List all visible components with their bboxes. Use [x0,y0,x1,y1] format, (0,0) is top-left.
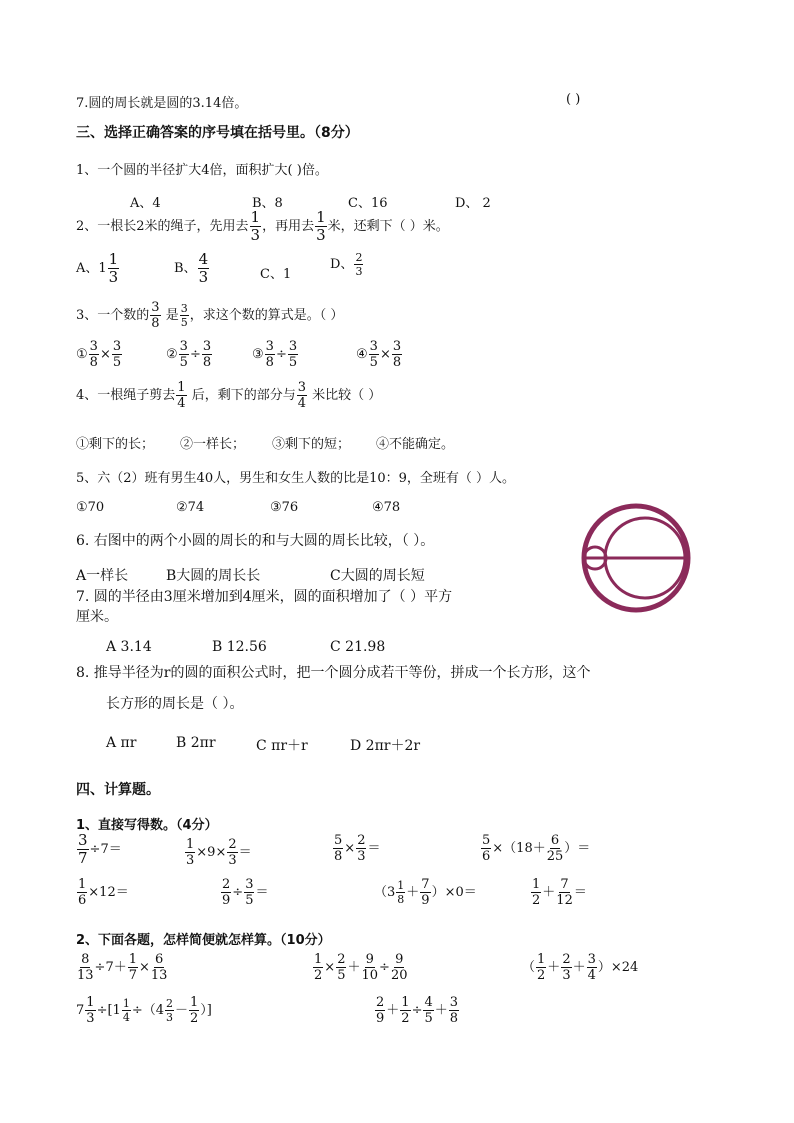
calc-1: $\frac{3}{7}$ ÷7＝ [78,831,122,867]
fraction: $\frac{7}{12}$ [556,877,573,908]
fraction: $\frac{1}{4}$ [177,380,186,411]
section4-sub1: 1、直接写得数。（4分） [76,818,218,833]
q2-fraction-1: $\frac{1}{3}$ [250,208,261,244]
q8-opt-d: D 2πr＋2r [350,738,421,754]
fraction: $\frac{3}{8}$ [449,995,459,1026]
q2-opt-d: D、 $\frac{2}{3}$ [330,251,363,278]
fraction: $\frac{6}{13}$ [150,952,168,983]
q2-fraction-2: $\frac{1}{3}$ [316,208,326,244]
calc-6: $\frac{2}{9}$ ÷ $\frac{3}{5}$ ＝ [222,877,269,908]
fraction: $\frac{2}{9}$ [376,995,385,1026]
fraction: $\frac{3}{5}$ [180,302,188,329]
fraction: $\frac{3}{4}$ [587,952,596,983]
fraction: $\frac{3}{8}$ [202,339,212,370]
fraction: $\frac{1}{6}$ [78,877,87,908]
q3-opt-4: ④ $\frac{3}{5}$ × $\frac{3}{8}$ [356,339,402,370]
simplify-4: 7 $\frac{1}{3}$ ÷[1 $\frac{1}{4}$ ÷（4 $\frac{2}{3}$ － $\frac{1}{2}$ ）] [76,995,212,1026]
simplify-5: $\frac{2}{9}$ ＋ $\frac{1}{2}$ ÷ $\frac{4}{5}$ ＋ $\frac{3}{8}$ [376,995,459,1026]
fraction: $\frac{3}{5}$ [288,339,298,370]
q8-text-2: 长方形的周长是（ ）。 [106,696,244,712]
calc-7: （3 $\frac{1}{8}$ ＋ $\frac{7}{9}$ ）×0＝ [374,877,477,908]
fraction: $\frac{4}{3}$ [198,250,209,286]
q7-text: 7. 圆的半径由3厘米增加到4厘米，圆的面积增加了（ ）平方 [76,589,453,605]
fraction: $\frac{2}{9}$ [222,877,231,908]
circles-figure [578,502,694,614]
fraction: $\frac{2}{3}$ [355,251,363,278]
fraction: $\frac{5}{6}$ [482,833,491,864]
q4-opt-1: ①剩下的长； [76,437,155,452]
q3-opt-2: ② $\frac{3}{5}$ ÷ $\frac{3}{8}$ [166,339,212,370]
calc-5: $\frac{1}{6}$ ×12＝ [78,877,129,908]
fraction: $\frac{3}{5}$ [245,877,254,908]
fraction: $\frac{1}{2}$ [314,952,323,983]
q1-text: 1、一个圆的半径扩大4倍，面积扩大( )倍。 [76,163,328,178]
fraction: $\frac{1}{2}$ [190,995,199,1026]
q1-opt-c: C、16 [348,196,388,211]
fraction: $\frac{3}{8}$ [151,300,160,331]
section4-sub2: 2、下面各题，怎样简便就怎样算。（10分） [76,933,331,948]
fraction: $\frac{2}{3}$ [228,837,237,868]
fraction: $\frac{1}{2}$ [401,995,410,1026]
fraction: $\frac{1}{4}$ [122,997,130,1024]
q4-opt-4: ④不能确定。 [376,437,455,452]
q5-opt-2: ②74 [176,500,205,515]
fraction: $\frac{7}{9}$ [421,877,430,908]
q6-opt-b: B大圆的周长长 [166,568,261,584]
fraction: $\frac{3}{5}$ [112,339,122,370]
simplify-2: $\frac{1}{2}$ × $\frac{2}{5}$ ＋ $\frac{9}{10}$ ÷ $\frac{9}{20}$ [314,952,408,983]
q4-text: 4、一根绳子剪去 $\frac{1}{4}$ 后，剩下的部分与 $\frac{3}{4}$ 米比较（ ） [76,380,382,411]
fraction: 1 3 [108,250,119,286]
fraction: $\frac{3}{5}$ [179,339,188,370]
fraction: $\frac{3}{4}$ [297,380,306,411]
fraction: $\frac{5}{8}$ [334,833,343,864]
calc-4: $\frac{5}{6}$ ×（18＋ $\frac{6}{25}$ ）＝ [482,833,591,864]
q8-text: 8. 推导半径为r的圆的面积公式时，把一个圆分成若干等份，拼成一个长方形，这个 [76,665,591,681]
q1-opt-d: D、 2 [455,196,491,211]
q5-text: 5、六（2）班有男生40人，男生和女生人数的比是10：9，全班有（ ）人。 [76,471,516,486]
q2-opt-b: B、 $\frac{4}{3}$ [174,250,209,286]
fraction: $\frac{4}{5}$ [424,995,433,1026]
q5-opt-4: ④78 [372,500,401,515]
q6-text: 6. 右图中的两个小圆的周长的和与大圆的周长比较，（ ）。 [76,533,435,549]
fraction: $\frac{3}{5}$ [369,339,378,370]
q6-opt-c: C大圆的周长短 [330,568,425,584]
q5-opt-1: ①70 [76,500,105,515]
fraction: $\frac{9}{20}$ [390,952,408,983]
q6-opt-a: A一样长 [76,568,129,584]
q2-opt-c: C、1 [260,267,292,282]
fraction: $\frac{3}{8}$ [392,339,402,370]
q3-opt-1: ① $\frac{3}{8}$ × $\frac{3}{5}$ [76,339,122,370]
fraction: $\frac{2}{3}$ [357,833,366,864]
q3-text: 3、一个数的 $\frac{3}{8}$ 是 $\frac{3}{5}$ ，求这个数的算式是。（ ） [76,300,344,331]
q5-opt-3: ③76 [270,500,299,515]
fraction: $\frac{2}{3}$ [562,952,571,983]
q7-opt-c: C 21.98 [330,639,386,655]
q7-text-2: 厘米。 [76,609,118,625]
fraction: $\frac{1}{7}$ [128,952,137,983]
fraction: $\frac{1}{2}$ [537,952,546,983]
fraction: $\frac{1}{8}$ [397,879,405,906]
judge-q7: 7.圆的周长就是圆的3.14倍。 [76,96,248,111]
simplify-1: $\frac{8}{13}$ ÷7＋ $\frac{1}{7}$ × $\frac{6}{13}$ [77,952,168,983]
q2-text: 2、一根长2米的绳子，先用去 $\frac{1}{3}$ ，再用去 $\frac{1}{3}$ 米，还剩下（ ）米。 [76,208,449,244]
q1-opt-b: B、8 [252,196,283,211]
fraction: $\frac{1}{3}$ [186,837,195,868]
fraction: $\frac{2}{5}$ [337,952,346,983]
fraction: $\frac{1}{2}$ [532,877,541,908]
judge-q7-paren: ( ) [566,92,581,107]
q8-opt-b: B 2πr [176,735,216,751]
fraction: $\frac{3}{8}$ [265,339,274,370]
q3-opt-3: ③ $\frac{3}{8}$ ÷ $\frac{3}{5}$ [252,339,298,370]
fraction: $\frac{3}{7}$ [78,831,88,867]
simplify-3: （ $\frac{1}{2}$ ＋ $\frac{2}{3}$ ＋ $\frac{3}{4}$ ）×24 [522,952,639,983]
q4-opt-2: ②一样长； [180,437,246,452]
fraction: $\frac{3}{8}$ [89,339,98,370]
calc-8: $\frac{1}{2}$ ＋ $\frac{7}{12}$ ＝ [532,877,587,908]
calc-3: $\frac{5}{8}$ × $\frac{2}{3}$ ＝ [334,833,381,864]
fraction: $\frac{9}{10}$ [361,952,379,983]
q7-opt-a: A 3.14 [106,639,152,655]
fraction: $\frac{6}{25}$ [546,833,564,864]
q1-opt-a: A、4 [130,196,161,211]
q2-opt-a: A、 1 1 3 [76,250,119,286]
fraction: $\frac{1}{3}$ [86,995,95,1026]
fraction: $\frac{2}{3}$ [165,997,173,1024]
section4-title: 四、计算题。 [76,782,160,798]
section3-title: 三、选择正确答案的序号填在括号里。（8分） [76,125,359,141]
q8-opt-c: C πr＋r [256,738,308,754]
q8-opt-a: A πr [106,735,137,751]
q7-opt-b: B 12.56 [212,639,267,655]
calc-2: $\frac{1}{3}$ ×9× $\frac{2}{3}$ ＝ [186,837,252,868]
q4-opt-3: ③剩下的短； [272,437,351,452]
fraction: $\frac{8}{13}$ [77,952,94,983]
